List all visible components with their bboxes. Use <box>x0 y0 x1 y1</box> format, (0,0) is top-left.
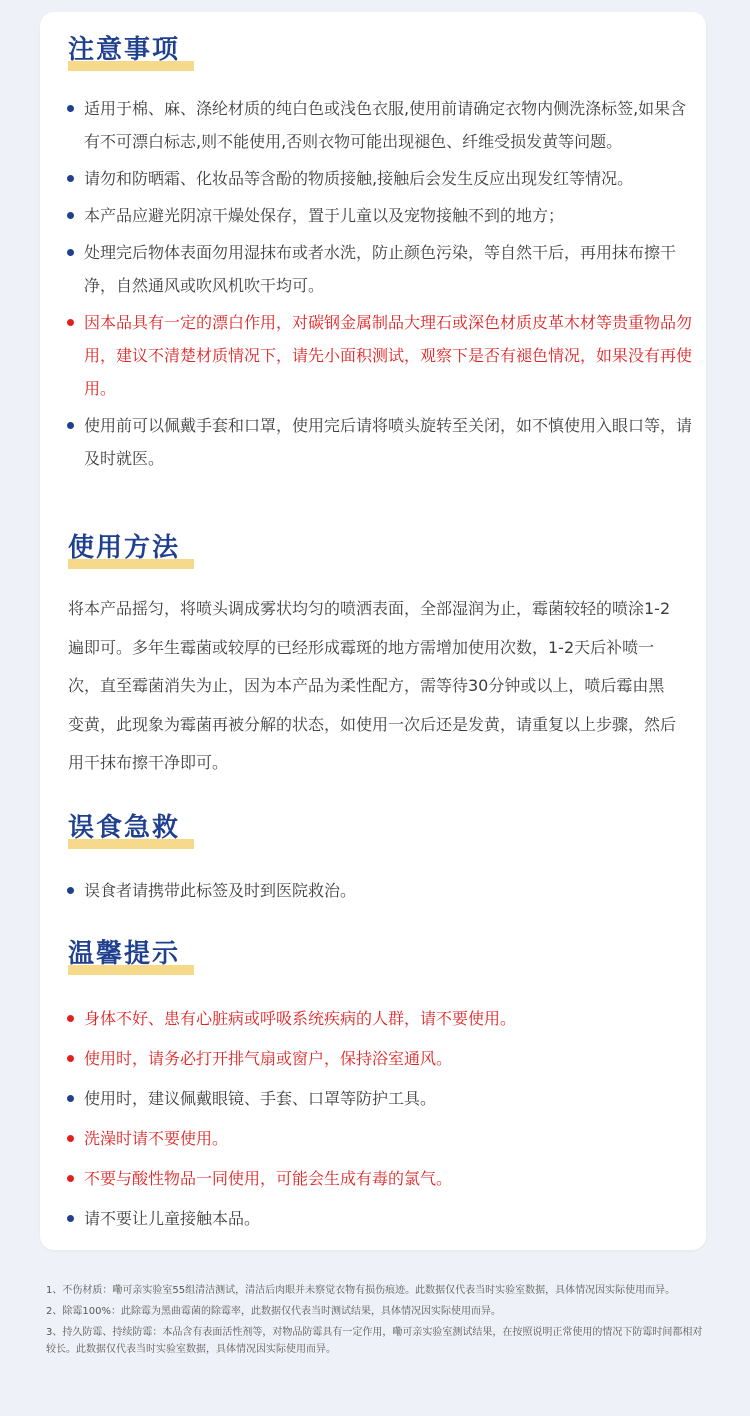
list-item-warning: 身体不好、患有心脏病或呼吸系统疾病的人群，请不要使用。 <box>66 1002 702 1035</box>
list-item: 误食者请携带此标签及时到医院救治。 <box>66 874 702 907</box>
list-item: 使用时，建议佩戴眼镜、手套、口罩等防护工具。 <box>66 1082 702 1115</box>
list-item: 本产品应避光阴凉干燥处保存，置于儿童以及宠物接触不到的地方； <box>66 199 702 232</box>
list-item: 处理完后物体表面勿用湿抹布或者水洗，防止颜色污染，等自然干后，再用抹布擦干净，自然通风或吹风机吹干均可。 <box>66 236 702 302</box>
usage-text: 将本产品摇匀，将喷头调成雾状均匀的喷洒表面，全部湿润为止，霉菌较轻的喷涂1-2遍即可。多年生霉菌或较厚的已经形成霉斑的地方需增加使用次数，1-2天后补喷一次，直至霉菌消失为止，因为本产品为柔性配方，需等待30分钟或以上，喷后霉由黑变黄，此现象为霉菌再被分解的状态，如使用一次后还是发黄，请重复以上步骤，然后用干抹布擦干净即可。 <box>68 599 677 772</box>
section-title-usage: 使用方法 <box>68 533 181 563</box>
list-item: 适用于棉、麻、涤纶材质的纯白色或浅色衣服,使用前请确定衣物内侧洗涤标签,如果含有不可漂白标志,则不能使用,否则衣物可能出现褪色、纤维受损发黄等问题。 <box>66 92 702 158</box>
list-item-warning: 因本品具有一定的漂白作用，对碳钢金属制品大理石或深色材质皮革木材等贵重物品勿用，建议不清楚材质情况下，请先小面积测试，观察下是否有褪色情况，如果没有再使用。 <box>66 306 702 405</box>
notice-list <box>66 92 702 479</box>
list-item: 请不要让儿童接触本品。 <box>66 1202 702 1235</box>
footnote: 1、不伤材质：嘞可亲实验室55组清洁测试，清洁后肉眼并未察觉衣物有损伤痕迹。此数据仅代表当时实验室数据，具体情况因实际使用而异。 <box>46 1285 676 1296</box>
list-item: 请勿和防晒霜、化妆品等含酚的物质接触,接触后会发生反应出现发红等情况。 <box>66 162 702 195</box>
section-title-firstaid: 误食急救 <box>68 813 181 843</box>
list-item-warning: 不要与酸性物品一同使用，可能会生成有毒的氯气。 <box>66 1162 702 1195</box>
section-title-notice: 注意事项 <box>68 35 181 65</box>
firstaid-list <box>66 874 702 911</box>
tips-list <box>66 1002 702 1242</box>
footnote: 2、除霉100%：此除霉为黑曲霉菌的除霉率，此数据仅代表当时测试结果，具体情况因实际使用而异。 <box>46 1306 501 1317</box>
list-item-warning: 使用时，请务必打开排气扇或窗户，保持浴室通风。 <box>66 1042 702 1075</box>
list-item-warning: 洗澡时请不要使用。 <box>66 1122 702 1155</box>
section-title-tips: 温馨提示 <box>68 939 181 969</box>
content-card <box>40 12 706 1250</box>
footnote: 3、持久防霉、持续防霉：本品含有表面活性剂等，对物品防霉具有一定作用，嘞可亲实验室测试结果，在按照说明正常使用的情况下防霉时间都相对较长。此数据仅代表当时实验室数据，具体情况因实际使用而异。 <box>46 1327 703 1355</box>
footnotes <box>46 1282 706 1362</box>
list-item: 使用前可以佩戴手套和口罩，使用完后请将喷头旋转至关闭，如不慎使用入眼口等，请及时就医。 <box>66 409 702 475</box>
